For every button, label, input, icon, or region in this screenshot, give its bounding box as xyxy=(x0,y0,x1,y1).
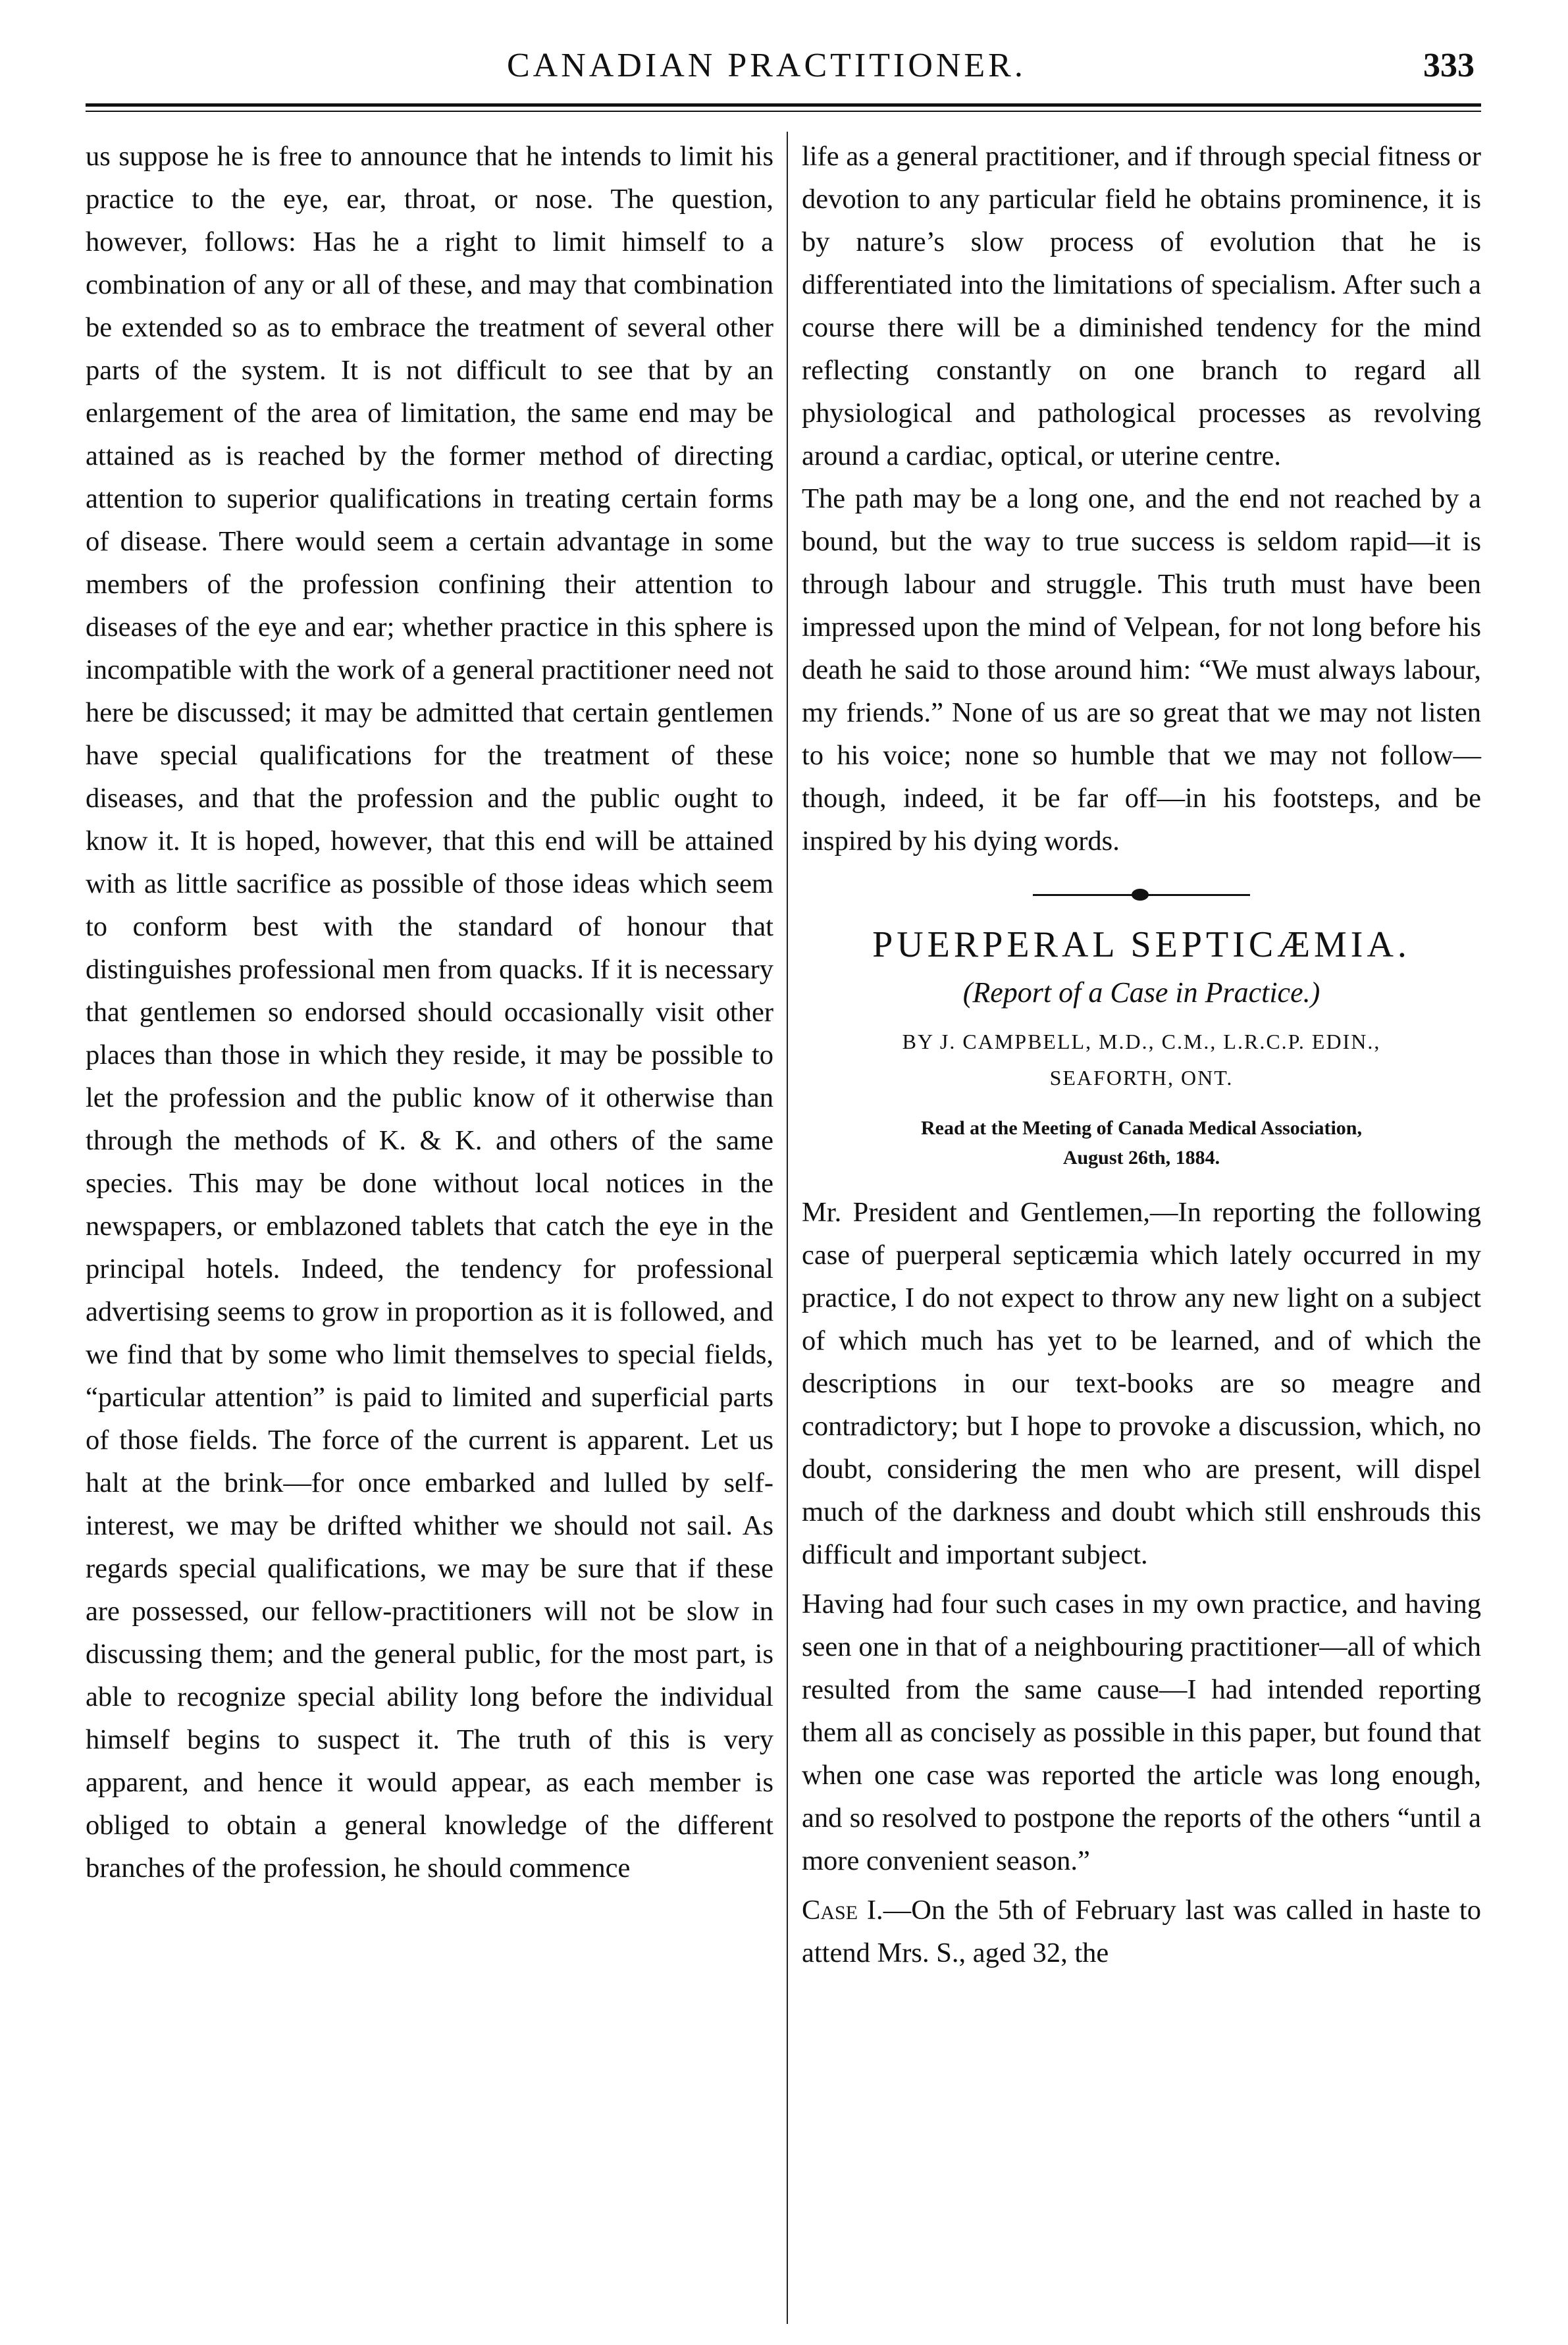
section-ornament xyxy=(1033,889,1250,901)
right-column xyxy=(802,135,1481,1974)
column-divider xyxy=(787,132,788,2324)
byline xyxy=(802,1024,1481,1096)
paragraph: Mr. President and Gentlemen,—In reporting the following case of puerperal septicæmia which lately occurred in my practice, I do not expect to throw any new light on a subject of which much has yet to be learned, and of which the descriptions in our text-books are so meagre and contradictory; but I hope to provoke a discussion, which, no doubt, considering the men who are present, will dispel much of the darkness and doubt which still enshrouds this difficult and important subject. xyxy=(802,1197,1481,1570)
running-title: CANADIAN PRACTITIONER. xyxy=(507,47,1026,84)
read-note xyxy=(828,1113,1455,1172)
header-rule-thick xyxy=(86,103,1481,107)
paragraph: The path may be a long one, and the end not reached by a bound, but the way to true success is seldom rapid—it is through labour and struggle. This truth must have been impressed upon the mind of Velpean, for not long before his death he said to those around him: “We must always labour, my friends.” None of us are so great that we may not listen to his voice; none so humble that we may not follow—though, indeed, it be far off—in his footsteps, and be inspired by his dying words. xyxy=(802,483,1481,856)
page-number: 333 xyxy=(1423,47,1475,84)
byline-author: BY J. CAMPBELL, M.D., C.M., L.R.C.P. EDIN., xyxy=(902,1030,1381,1053)
left-column xyxy=(86,135,773,1889)
read-note-line-2: August 26th, 1884. xyxy=(1062,1147,1220,1169)
case-paragraph xyxy=(802,1889,1481,1974)
read-note-line-1: Read at the Meeting of Canada Medical Association, xyxy=(921,1117,1362,1139)
byline-location: SEAFORTH, ONT. xyxy=(1049,1066,1234,1090)
article-title: PUERPERAL SEPTICÆMIA. xyxy=(872,924,1411,965)
paragraph: life as a general practitioner, and if through special fitness or devotion to any particular field he obtains prominence, it is by nature’s slow process of evolution that he is differentiated into the limitations of specialism. After such a course there will be a diminished tendency for the mind reflecting constantly on one branch to regard all physiological and pathological processes as revolving around a cardiac, optical, or uterine centre. xyxy=(802,141,1481,471)
paragraph: Having had four such cases in my own practice, and having seen one in that of a neighbouring practitioner—all of which resulted from the same cause—I had intended reporting them all as concisely as possible in this paper, but found that when one case was reported the article was long enough, and so resolved to postpone the reports of the others “until a more convenient season.” xyxy=(802,1589,1481,1876)
header-rule-thin xyxy=(86,111,1481,112)
paragraph: us suppose he is free to announce that he intends to limit his practice to the eye, ear, throat, or nose. The question, however, follows: Has he a right to limit himself to a combination of any or all of these, and may that combination be extended so as to embrace the treatment of several other parts of the system. It is not difficult to see that by an enlargement of the area of limitation, the same end may be attained as is reached by the former method of directing attention to superior qualifications in treating certain forms of disease. There would seem a certain advantage in some members of the profession confining their attention to diseases of the eye and ear; whether practice in this sphere is incompatible with the work of a general practitioner need not here be discussed; it may be admitted that certain gentlemen have special qualifications for the treatment of these diseases, and that the profession and the public ought to know it. It is hoped, however, that this end will be attained with as little sacrifice as possible of those ideas which seem to conform best with the standard of honour that distinguishes professional men from quacks. If it is necessary that gentlemen so endorsed should occasionally visit other places than those in which they reside, it may be possible to let the profession and the public know of it otherwise than through the methods of K. & K. and others of the same species. This may be done without local notices in the newspapers, or emblazoned tablets that catch the eye in the principal hotels. Indeed, the tendency for professional advertising seems to grow in proportion as it is followed, and we find that by some who limit themselves to special fields, “particular attention” is paid to limited and superficial parts of those fields. The force of the current is apparent. Let us halt at the brink—for once embarked and lulled by self-interest, we may be drifted whither we should not sail. As regards special qualifications, we may be sure that if these are possessed, our fellow-practitioners will not be slow in discussing them; and the general public, for the most part, is able to recognize special ability long before the individual himself begins to suspect it. The truth of this is very apparent, and hence it would appear, as each member is obliged to obtain a general knowledge of the different branches of the profession, he should commence xyxy=(86,141,773,1884)
article-subtitle: (Report of a Case in Practice.) xyxy=(962,976,1320,1009)
case-label: Case I. xyxy=(802,1895,883,1926)
case-text: —On the 5th of February last was called in haste to attend Mrs. S., aged 32, the xyxy=(802,1895,1481,1968)
page-header xyxy=(86,41,1481,93)
